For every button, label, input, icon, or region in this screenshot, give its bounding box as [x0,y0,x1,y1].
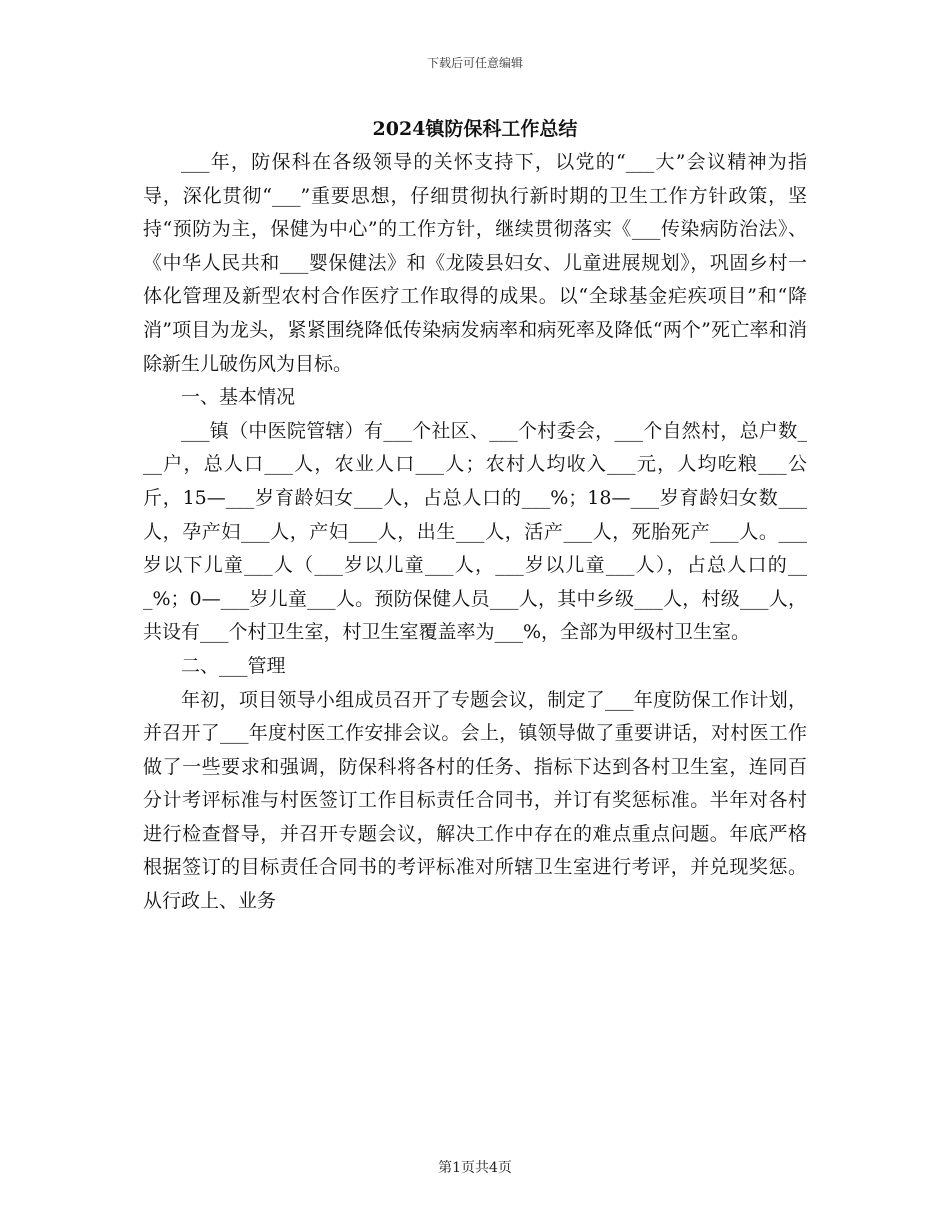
management-paragraph: 年初，项目领导小组成员召开了专题会议，制定了___年度防保工作计划，并召开了___年度村医工作安排会议。会上，镇领导做了重要讲话，对村医工作做了一些要求和强调，防保科将各村的任务、指标下达到各村卫生室，连同百分计考评标准与村医签订工作目标责任合同书，并订有奖惩标准。半年对各村进行检查督导，并召开专题会议，解决工作中存在的难点重点问题。年底严格根据签订的目标责任合同书的考评标准对所辖卫生室进行考评，并兑现奖惩。从行政上、业务 [143,688,807,913]
section-heading-basic-info: 一、基本情况 [181,386,296,409]
document-body [143,146,807,919]
header-note: 下载后可任意编辑 [426,56,523,70]
basic-info-paragraph: ___镇（中医院管辖）有___个社区、___个村委会，___个自然村，总户数___户，总人口___人，农业人口___人；农村人均收入___元，人均吃粮___公斤，15—___岁育龄妇女___人，占总人口的___%；18—___岁育龄妇女数___人，孕产妇___人，产妇___人，出生___人，活产___人，死胎死产___人。___岁以下儿童___人（___岁以儿童___人，___岁以儿童___人），占总人口的___%；0—___岁儿童___人。预防保健人员___人，其中乡级___人，村级___人，共设有___个村卫生室，村卫生室覆盖率为___%，全部为甲级村卫生室。 [143,419,807,644]
page-number: 第1页共4页 [438,1160,512,1176]
intro-paragraph: ___年，防保科在各级领导的关怀支持下，以党的“___大”会议精神为指导，深化贯彻“___”重要思想，仔细贯彻执行新时期的卫生工作方针政策，坚持“预防为主，保健为中心”的工作方针，继续贯彻落实《___传染病防治法》、《中华人民共和___婴保健法》和《龙陵县妇女、儿童进展规划》，巩固乡村一体化管理及新型农村合作医疗工作取得的成果。以“全球基金疟疾项目”和“降消”项目为龙头，紧紧围绕降低传染病发病率和病死率及降低“两个”死亡率和消除新生儿破伤风为目标。 [143,151,807,375]
page-title: 2024镇防保科工作总结 [372,118,578,140]
section-heading-management: 二、___管理 [181,654,286,677]
